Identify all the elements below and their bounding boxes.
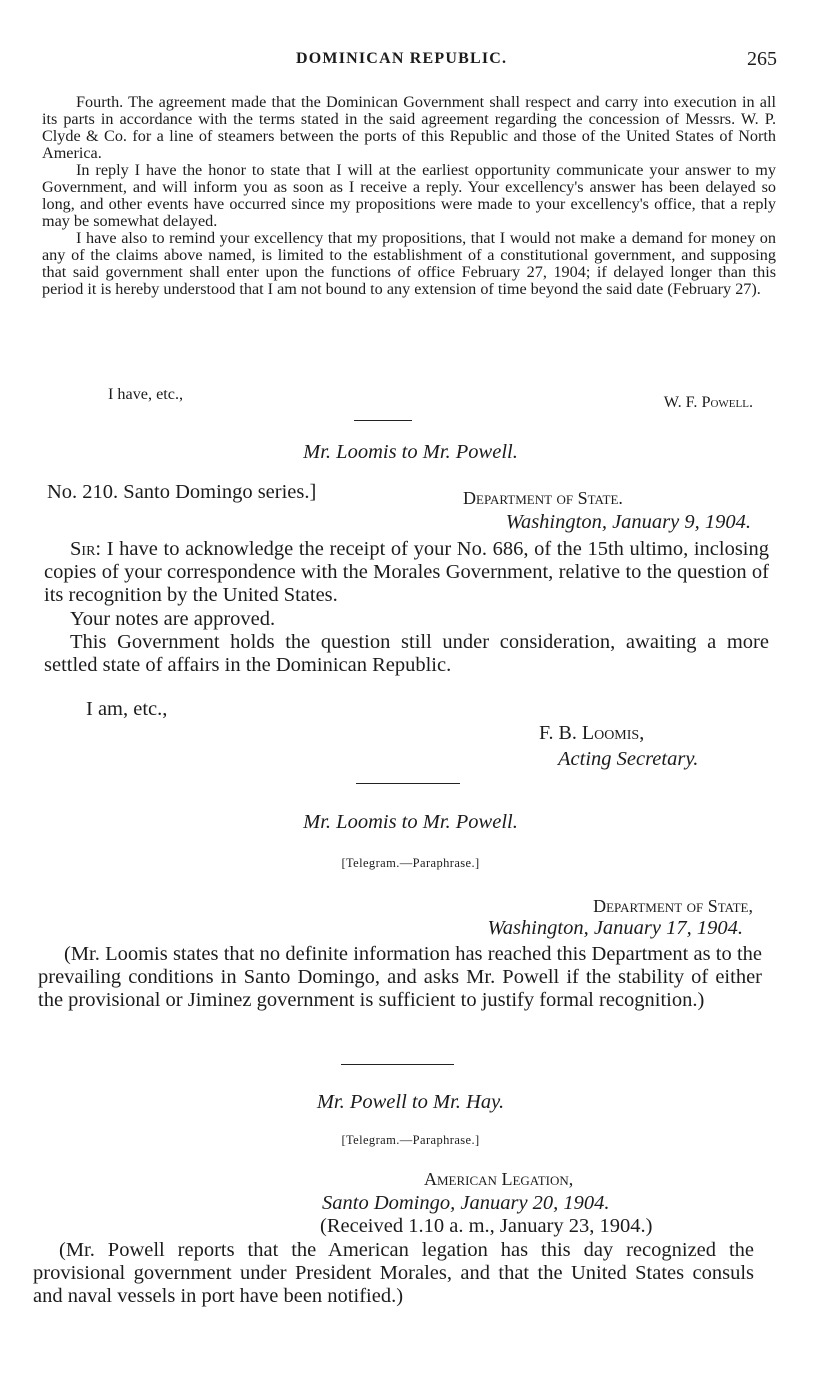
section-three-body <box>38 943 762 1013</box>
department-label: Department of State. <box>463 488 623 508</box>
section-four-body <box>33 1239 754 1309</box>
legation-label: American Legation, <box>424 1169 574 1189</box>
department-label: Department of State, <box>593 896 753 916</box>
paragraph-recognition: (Mr. Powell reports that the American legation has this day recognized the provisional government under President Morales, and that the United States consuls and naval vessels in port have been notified.) <box>33 1239 754 1308</box>
running-head <box>0 48 821 74</box>
section-three-heading: Mr. Loomis to Mr. Powell. <box>303 811 518 833</box>
paragraph-reply: In reply I have the honor to state that I will at the earliest opportunity communicate your answer to my Government, and will inform you as soon as I receive a reply. Your excellency's answer has been delayed so long, and other events have occurred since my propositions were made to your excellency's office, that a reply may be somewhat delayed. <box>42 161 776 230</box>
divider-rule <box>341 1064 454 1065</box>
place-date: Washington, January 9, 1904. <box>505 511 751 533</box>
section-two-heading: Mr. Loomis to Mr. Powell. <box>303 441 518 463</box>
place-date: Washington, January 17, 1904. <box>487 917 743 939</box>
divider-rule <box>354 420 412 421</box>
paragraph-fourth: Fourth. The agreement made that the Dominican Government shall respect and carry into execution in all its parts in accordance with the terms stated in the said agreement regarding the concession of Messrs. W. P. Clyde & Co. for a line of steamers between the ports of this Republic and those of the United States of North America. <box>42 93 776 162</box>
section-four-heading: Mr. Powell to Mr. Hay. <box>316 1091 505 1113</box>
paragraph-consideration: This Government holds the question still under consideration, awaiting a more settled state of affairs in the Dominican Republic. <box>44 630 769 677</box>
section-two-closing: I am, etc., <box>86 698 168 720</box>
paragraph-acknowledge <box>44 538 769 608</box>
paragraph-telegram-summary: (Mr. Loomis states that no definite information has reached this Department as to the prevailing conditions in Santo Domingo, and asks Mr. Powell if the stability of either the provisional or Jiminez government is sufficient to justify formal recognition.) <box>38 943 762 1012</box>
letter-one-closing: I have, etc., <box>108 385 184 403</box>
received-note: (Received 1.10 a. m., January 23, 1904.) <box>320 1215 653 1237</box>
letter-one <box>42 94 776 298</box>
running-title: DOMINICAN REPUBLIC. <box>296 50 508 67</box>
telegram-note: [Telegram.—Paraphrase.] <box>341 856 480 870</box>
paragraph-approved: Your notes are approved. <box>70 607 276 630</box>
series-label: No. 210. Santo Domingo series.] <box>47 481 317 503</box>
letter-one-signature: W. F. Powell. <box>663 393 753 411</box>
telegram-note: [Telegram.—Paraphrase.] <box>341 1133 480 1147</box>
page-number: 265 <box>747 48 777 70</box>
place-date: Santo Domingo, January 20, 1904. <box>322 1192 610 1214</box>
salutation: Sir: <box>70 538 102 560</box>
paragraph-remind: I have also to remind your excellency that my propositions, that I would not make a demand for money on any of the claims above named, is limited to the establishment of a constitutional government, and supposing that said government shall enter upon the functions of office February 27, 1904; if delayed longer than this period it is hereby understood that I am not bound to any extension of time beyond the said date (February 27). <box>42 229 776 298</box>
signer-title: Acting Secretary. <box>558 748 699 770</box>
signer-name: F. B. Loomis, <box>539 722 645 744</box>
paragraph-acknowledge-text: I have to acknowledge the receipt of your No. 686, of the 15th ultimo, inclosing copies of your correspondence with the Morales Government, relative to the question of its recognition by the United States. <box>44 538 769 607</box>
section-two-body <box>44 538 769 677</box>
divider-rule <box>356 783 460 784</box>
